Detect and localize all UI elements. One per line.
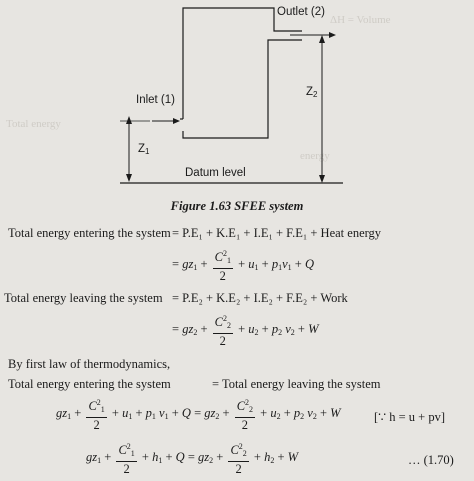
energy-balance-equation: $gz_1$ + $\frac{C^2_1}{2}$ + $u_1 + p_1$ $v_1 + Q = gz_2$ + $\frac{C^2_2}{2}$ + $u_2 + p_2$ $v_2 + W$: [56, 398, 341, 432]
sfee-equation: $gz_1$ + $\frac{C^2_1}{2}$ + $h_1 + Q = gz_2$ + $\frac{C^2_2}{2}$ + $h_2 + W$: [86, 442, 299, 476]
outlet-label: Outlet (2): [277, 6, 325, 18]
z2-label: $Z_2$: [306, 86, 318, 99]
figure-caption: Figure 1.63 SFEE system: [170, 199, 304, 213]
energy-in-label: Total energy entering the system: [8, 226, 171, 240]
bleed-text: Total energy: [6, 118, 61, 130]
balance-left: Total energy entering the system: [8, 377, 171, 391]
vessel-bottom-wall: [183, 40, 302, 138]
datum-label: Datum level: [185, 167, 246, 179]
balance-right: = Total energy leaving the system: [212, 377, 381, 391]
bleed-text: ΔH = Volume: [330, 14, 391, 26]
energy-out-equation: = P.E₂ + K.E₂ + I.E₂ + F.E₂ + Work: [172, 291, 348, 305]
energy-out-label: Total energy leaving the system: [4, 291, 163, 305]
bleed-text: energy: [300, 150, 330, 162]
z1-label: $Z_1$: [138, 143, 150, 156]
enthalpy-note: [∵ h = u + pv]: [374, 410, 446, 424]
energy-out-expanded: = $gz_2$ + $\frac{C^2_2}{2}$ + $u_2 + p_2$ $v_2 + W$: [172, 314, 319, 348]
first-law-text: By first law of thermodynamics,: [8, 357, 171, 371]
inlet-label: Inlet (1): [136, 94, 175, 106]
energy-in-expanded: = $gz_1$ + $\frac{C^2_1}{2}$ + $u_1 + p_1v_1 + Q$: [172, 249, 314, 283]
equation-number: … (1.70): [408, 453, 454, 467]
vessel-top-wall: [183, 8, 302, 119]
energy-in-equation: = P.E₁ + K.E₁ + I.E₁ + F.E₁ + Heat energy: [172, 226, 382, 240]
